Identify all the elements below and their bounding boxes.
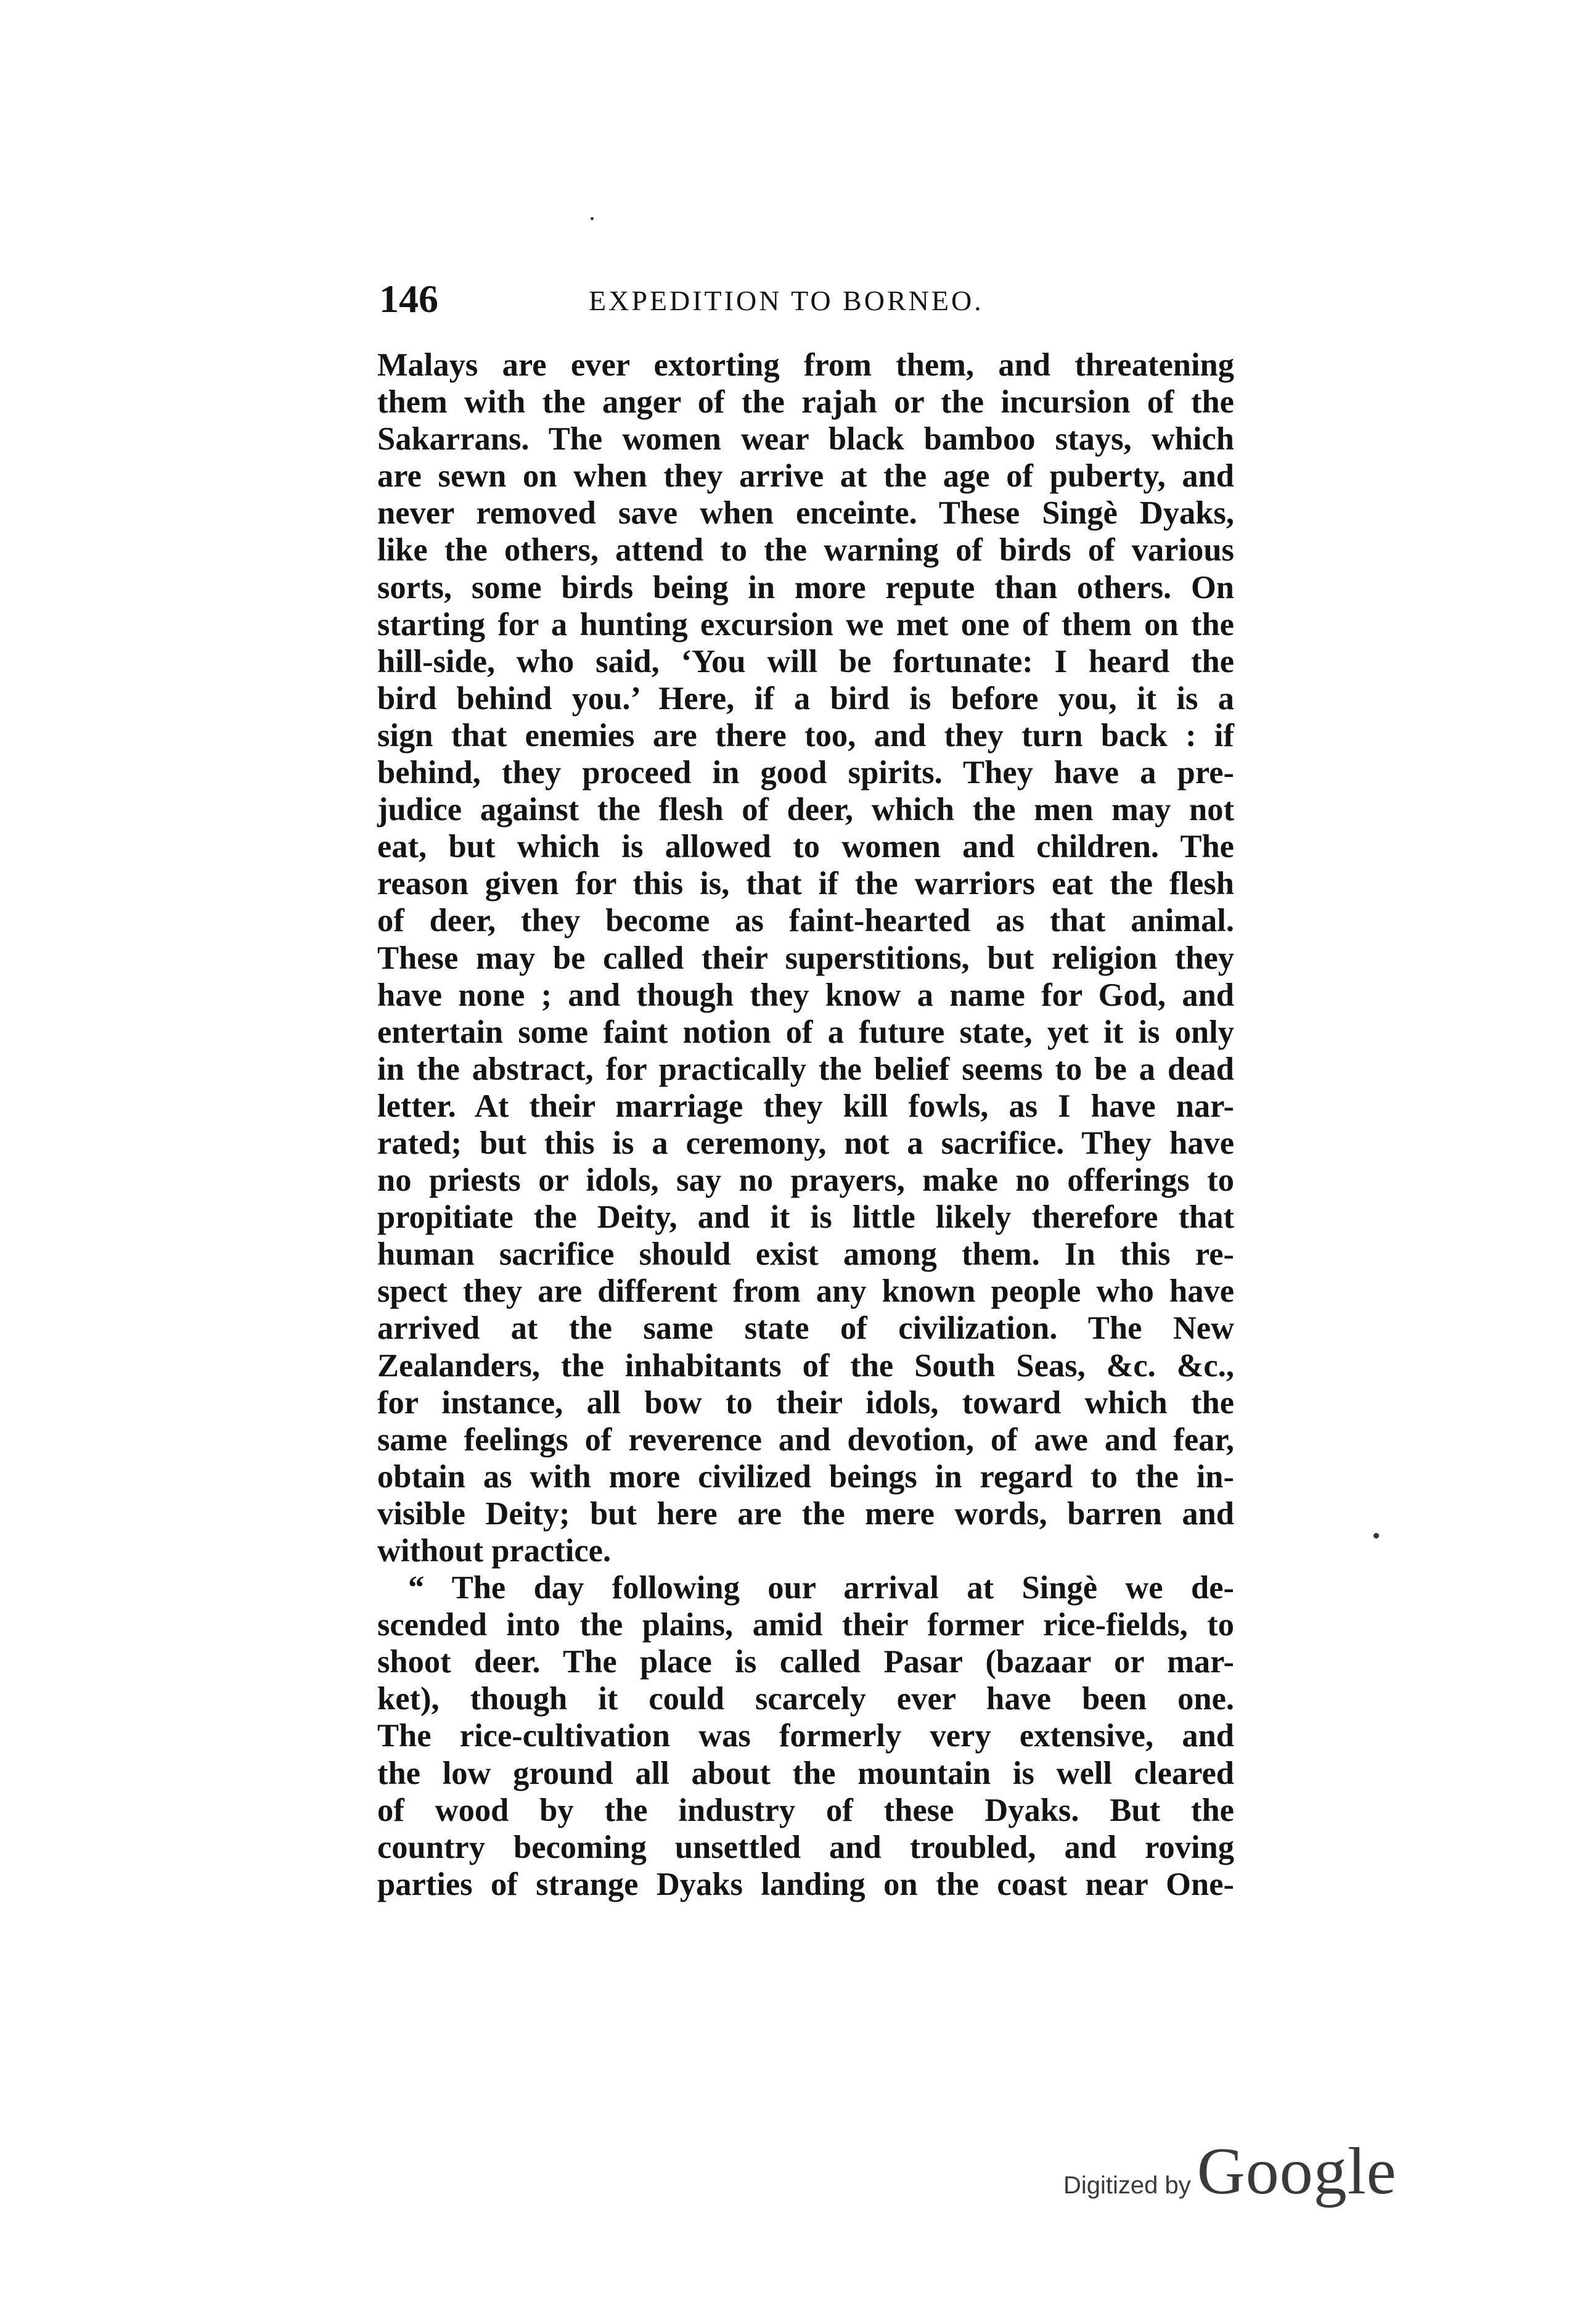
text-line: The rice-cultivation was formerly very extensive, and — [377, 1718, 1234, 1754]
text-line: “ The day following our arrival at Singè we de- — [408, 1570, 1234, 1606]
text-line: rated; but this is a ceremony, not a sacrifice. They have — [377, 1125, 1234, 1161]
text-line: entertain some faint notion of a future state, yet it is only — [377, 1014, 1234, 1050]
text-line: eat, but which is allowed to women and children. The — [377, 829, 1234, 865]
text-line: human sacrifice should exist among them. In this re- — [377, 1236, 1234, 1273]
text-line: without practice. — [377, 1533, 612, 1569]
digitized-by-google-watermark — [1063, 2134, 1397, 2208]
text-line: ket), though it could scarcely ever have been one. — [377, 1681, 1234, 1717]
text-line: them with the anger of the rajah or the incursion of the — [377, 384, 1234, 421]
scan-speck — [591, 217, 594, 220]
text-line: no priests or idols, say no prayers, make no offerings to — [377, 1162, 1234, 1199]
text-line: in the abstract, for practically the belief seems to be a dead — [377, 1051, 1234, 1087]
page-header — [379, 274, 1230, 324]
text-line: never removed save when enceinte. These Singè Dyaks, — [377, 495, 1234, 532]
text-line: of deer, they become as faint-hearted as that animal. — [377, 903, 1234, 939]
text-line: Sakarrans. The women wear black bamboo stays, which — [377, 421, 1234, 458]
text-line: These may be called their superstitions, but religion they — [377, 940, 1234, 976]
text-line: for instance, all bow to their idols, toward which the — [377, 1384, 1234, 1421]
text-line: shoot deer. The place is called Pasar (bazaar or mar- — [377, 1644, 1234, 1680]
text-line: have none ; and though they know a name for God, and — [377, 977, 1234, 1013]
scan-speck — [1373, 1533, 1379, 1538]
text-line: propitiate the Deity, and it is little likely therefore that — [377, 1199, 1234, 1236]
text-line: starting for a hunting excursion we met one of them on the — [377, 606, 1234, 643]
text-line: of wood by the industry of these Dyaks. But the — [377, 1792, 1234, 1828]
text-line: bird behind you.’ Here, if a bird is before you, it is a — [377, 680, 1234, 717]
text-line: country becoming unsettled and troubled, and roving — [377, 1829, 1234, 1865]
text-line: spect they are different from any known people who have — [377, 1273, 1234, 1310]
text-line: hill-side, who said, ‘You will be fortunate: I heard the — [377, 643, 1234, 680]
text-line: same feelings of reverence and devotion, of awe and fear, — [377, 1421, 1234, 1458]
text-line: behind, they proceed in good spirits. They have a pre- — [377, 755, 1234, 791]
text-line: sorts, some birds being in more repute than others. On — [377, 569, 1234, 606]
text-line: obtain as with more civilized beings in regard to the in- — [377, 1458, 1234, 1495]
text-line: sign that enemies are there too, and they turn back : if — [377, 717, 1234, 754]
text-line: the low ground all about the mountain is well cleared — [377, 1755, 1234, 1791]
running-title: EXPEDITION TO BORNEO. — [589, 285, 984, 316]
text-line: letter. At their marriage they kill fowls, as I have nar- — [377, 1088, 1234, 1124]
text-line: arrived at the same state of civilization. The New — [377, 1310, 1234, 1347]
text-line: are sewn on when they arrive at the age of puberty, and — [377, 458, 1234, 495]
text-line: parties of strange Dyaks landing on the coast near One- — [377, 1866, 1234, 1902]
text-line: visible Deity; but here are the mere words, barren and — [377, 1495, 1234, 1532]
body-text — [377, 347, 1234, 1903]
text-line: scended into the plains, amid their former rice-fields, to — [377, 1607, 1234, 1643]
google-logo: Google — [1197, 2135, 1397, 2208]
text-line: Malays are ever extorting from them, and threatening — [377, 347, 1234, 383]
text-line: reason given for this is, that if the warriors eat the flesh — [377, 866, 1234, 902]
text-line: Zealanders, the inhabitants of the South Seas, &c. &c., — [377, 1347, 1234, 1384]
page-number: 146 — [379, 277, 438, 321]
watermark-prefix: Digitized by — [1063, 2172, 1191, 2199]
text-line: like the others, attend to the warning of birds of various — [377, 532, 1234, 569]
text-line: judice against the flesh of deer, which the men may not — [377, 792, 1234, 828]
